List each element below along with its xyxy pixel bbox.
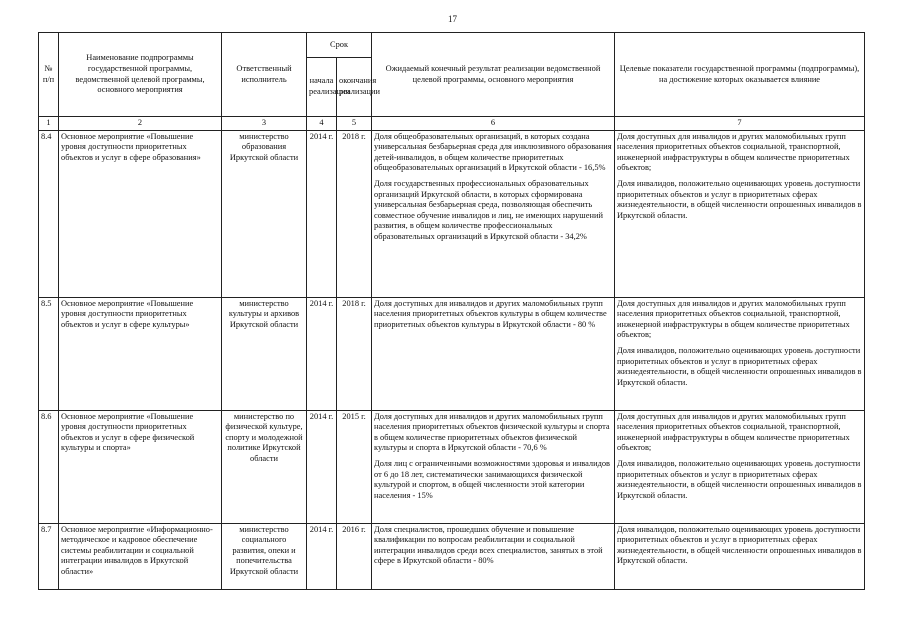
row-start: 2014 г. xyxy=(307,297,337,410)
row-name: Основное мероприятие «Повышение уровня доступности приоритетных объектов и услуг в сфере образования» xyxy=(59,130,222,297)
row-targets xyxy=(615,297,865,410)
row-result xyxy=(372,523,615,589)
result-paragraph: Доля специалистов, прошедших обучение и повышение квалификации по вопросам реабилитации и социальной интеграции инвалидов среди всех специалистов, занятых в этой сфере в Иркутской области - 80% xyxy=(374,524,603,566)
column-number: 4 xyxy=(307,117,337,131)
header-term: Срок xyxy=(307,33,372,58)
row-start: 2014 г. xyxy=(307,523,337,589)
row-name: Основное мероприятие «Повышение уровня доступности приоритетных объектов и услуг в сфере культуры» xyxy=(59,297,222,410)
table-row xyxy=(39,410,865,523)
column-number-row xyxy=(39,117,865,131)
header-name: Наименование подпрограммы государственной программы, ведомственной целевой программы, основного мероприятия xyxy=(59,33,222,117)
result-paragraph: Доля государственных профессиональных образовательных организаций Иркутской области, в которых сформирована универсальная безбарьерная среда, позволяющая обеспечить совместное обучение инвалидов и лиц, не имеющих нарушений развития, в общем количестве профессиональных образовательных организаций в Иркутской области - 34,2% xyxy=(374,178,603,241)
header-num: № п/п xyxy=(39,33,59,117)
row-executor: министерство культуры и архивов Иркутской области xyxy=(222,297,307,410)
result-paragraph: Доля доступных для инвалидов и других маломобильных групп населения приоритетных объектов культуры в общем количестве приоритетных объектов культуры в Иркутской области - 80 % xyxy=(374,298,607,329)
target-paragraph: Доля доступных для инвалидов и других маломобильных групп населения приоритетных объектов социальной, транспортной, инженерной инфраструктуры в общем количестве приоритетных объектов; xyxy=(617,131,850,173)
target-paragraph: Доля инвалидов, положительно оценивающих уровень доступности приоритетных объектов и услуг в приоритетных сферах жизнедеятельности, в общей численности опрошенных инвалидов в Иркутской области. xyxy=(617,458,862,500)
row-start: 2014 г. xyxy=(307,130,337,297)
row-result xyxy=(372,410,615,523)
row-executor: министерство образования Иркутской области xyxy=(222,130,307,297)
row-result xyxy=(372,130,615,297)
row-num: 8.5 xyxy=(39,297,59,410)
column-number: 5 xyxy=(337,117,372,131)
program-table xyxy=(38,32,865,590)
row-targets xyxy=(615,523,865,589)
column-number: 7 xyxy=(615,117,865,131)
row-end: 2015 г. xyxy=(337,410,372,523)
row-name: Основное мероприятие «Информационно-методическое и кадровое обеспечение системы реабилитации и социальной интеграции инвалидов в Иркутской области» xyxy=(59,523,222,589)
page-number: 17 xyxy=(448,14,457,24)
row-targets xyxy=(615,130,865,297)
result-paragraph: Доля общеобразовательных организаций, в которых создана универсальная безбарьерная среда для инклюзивного образования детей-инвалидов, в общем количестве приоритетных общеобразовательных организаций в Иркутской области - 16,5% xyxy=(374,131,612,173)
table-row xyxy=(39,297,865,410)
row-end: 2018 г. xyxy=(337,297,372,410)
row-result xyxy=(372,297,615,410)
row-num: 8.7 xyxy=(39,523,59,589)
header-targets: Целевые показатели государственной программы (подпрограммы), на достижение которых оказывается влияние xyxy=(615,33,865,117)
target-paragraph: Доля доступных для инвалидов и других маломобильных групп населения приоритетных объектов социальной, транспортной, инженерной инфраструктуры в общем количестве приоритетных объектов; xyxy=(617,411,850,453)
column-number: 6 xyxy=(372,117,615,131)
column-number: 2 xyxy=(59,117,222,131)
header-executor: Ответственный исполнитель xyxy=(222,33,307,117)
header-result: Ожидаемый конечный результат реализации ведомственной целевой программы, основного мероприятия xyxy=(372,33,615,117)
target-paragraph: Доля инвалидов, положительно оценивающих уровень доступности приоритетных объектов и услуг в приоритетных сферах жизнедеятельности, в общей численности опрошенных инвалидов в Иркутской области. xyxy=(617,524,862,566)
column-number: 1 xyxy=(39,117,59,131)
result-paragraph: Доля лиц с ограниченными возможностями здоровья и инвалидов от 6 до 18 лет, систематически занимающихся физической культурой и спортом, в общей численности этой категории населения - 15% xyxy=(374,458,610,500)
header-start: начала реализации xyxy=(307,58,337,117)
row-name: Основное мероприятие «Повышение уровня доступности приоритетных объектов и услуг в сфере физической культуры и спорта» xyxy=(59,410,222,523)
result-paragraph: Доля доступных для инвалидов и других маломобильных групп населения приоритетных объектов физической культуры и спорта в общем количестве приоритетных объектов физической культуры и спорта в Иркутской области - 70,6 % xyxy=(374,411,610,453)
table-row xyxy=(39,523,865,589)
row-end: 2018 г. xyxy=(337,130,372,297)
header-end: окончания реализации xyxy=(337,58,372,117)
row-num: 8.6 xyxy=(39,410,59,523)
row-end: 2016 г. xyxy=(337,523,372,589)
row-start: 2014 г. xyxy=(307,410,337,523)
table-row xyxy=(39,130,865,297)
target-paragraph: Доля инвалидов, положительно оценивающих уровень доступности приоритетных объектов и услуг в приоритетных сферах жизнедеятельности, в общей численности опрошенных инвалидов в Иркутской области. xyxy=(617,345,862,387)
row-executor: министерство социального развития, опеки и попечительства Иркутской области xyxy=(222,523,307,589)
row-targets xyxy=(615,410,865,523)
row-executor: министерство по физической культуре, спорту и молодежной политике Иркутской области xyxy=(222,410,307,523)
header-row xyxy=(39,33,865,58)
target-paragraph: Доля инвалидов, положительно оценивающих уровень доступности приоритетных объектов и услуг в приоритетных сферах жизнедеятельности, в общей численности опрошенных инвалидов в Иркутской области. xyxy=(617,178,862,220)
target-paragraph: Доля доступных для инвалидов и других маломобильных групп населения приоритетных объектов социальной, транспортной, инженерной инфраструктуры в общем количестве приоритетных объектов; xyxy=(617,298,850,340)
row-num: 8.4 xyxy=(39,130,59,297)
column-number: 3 xyxy=(222,117,307,131)
